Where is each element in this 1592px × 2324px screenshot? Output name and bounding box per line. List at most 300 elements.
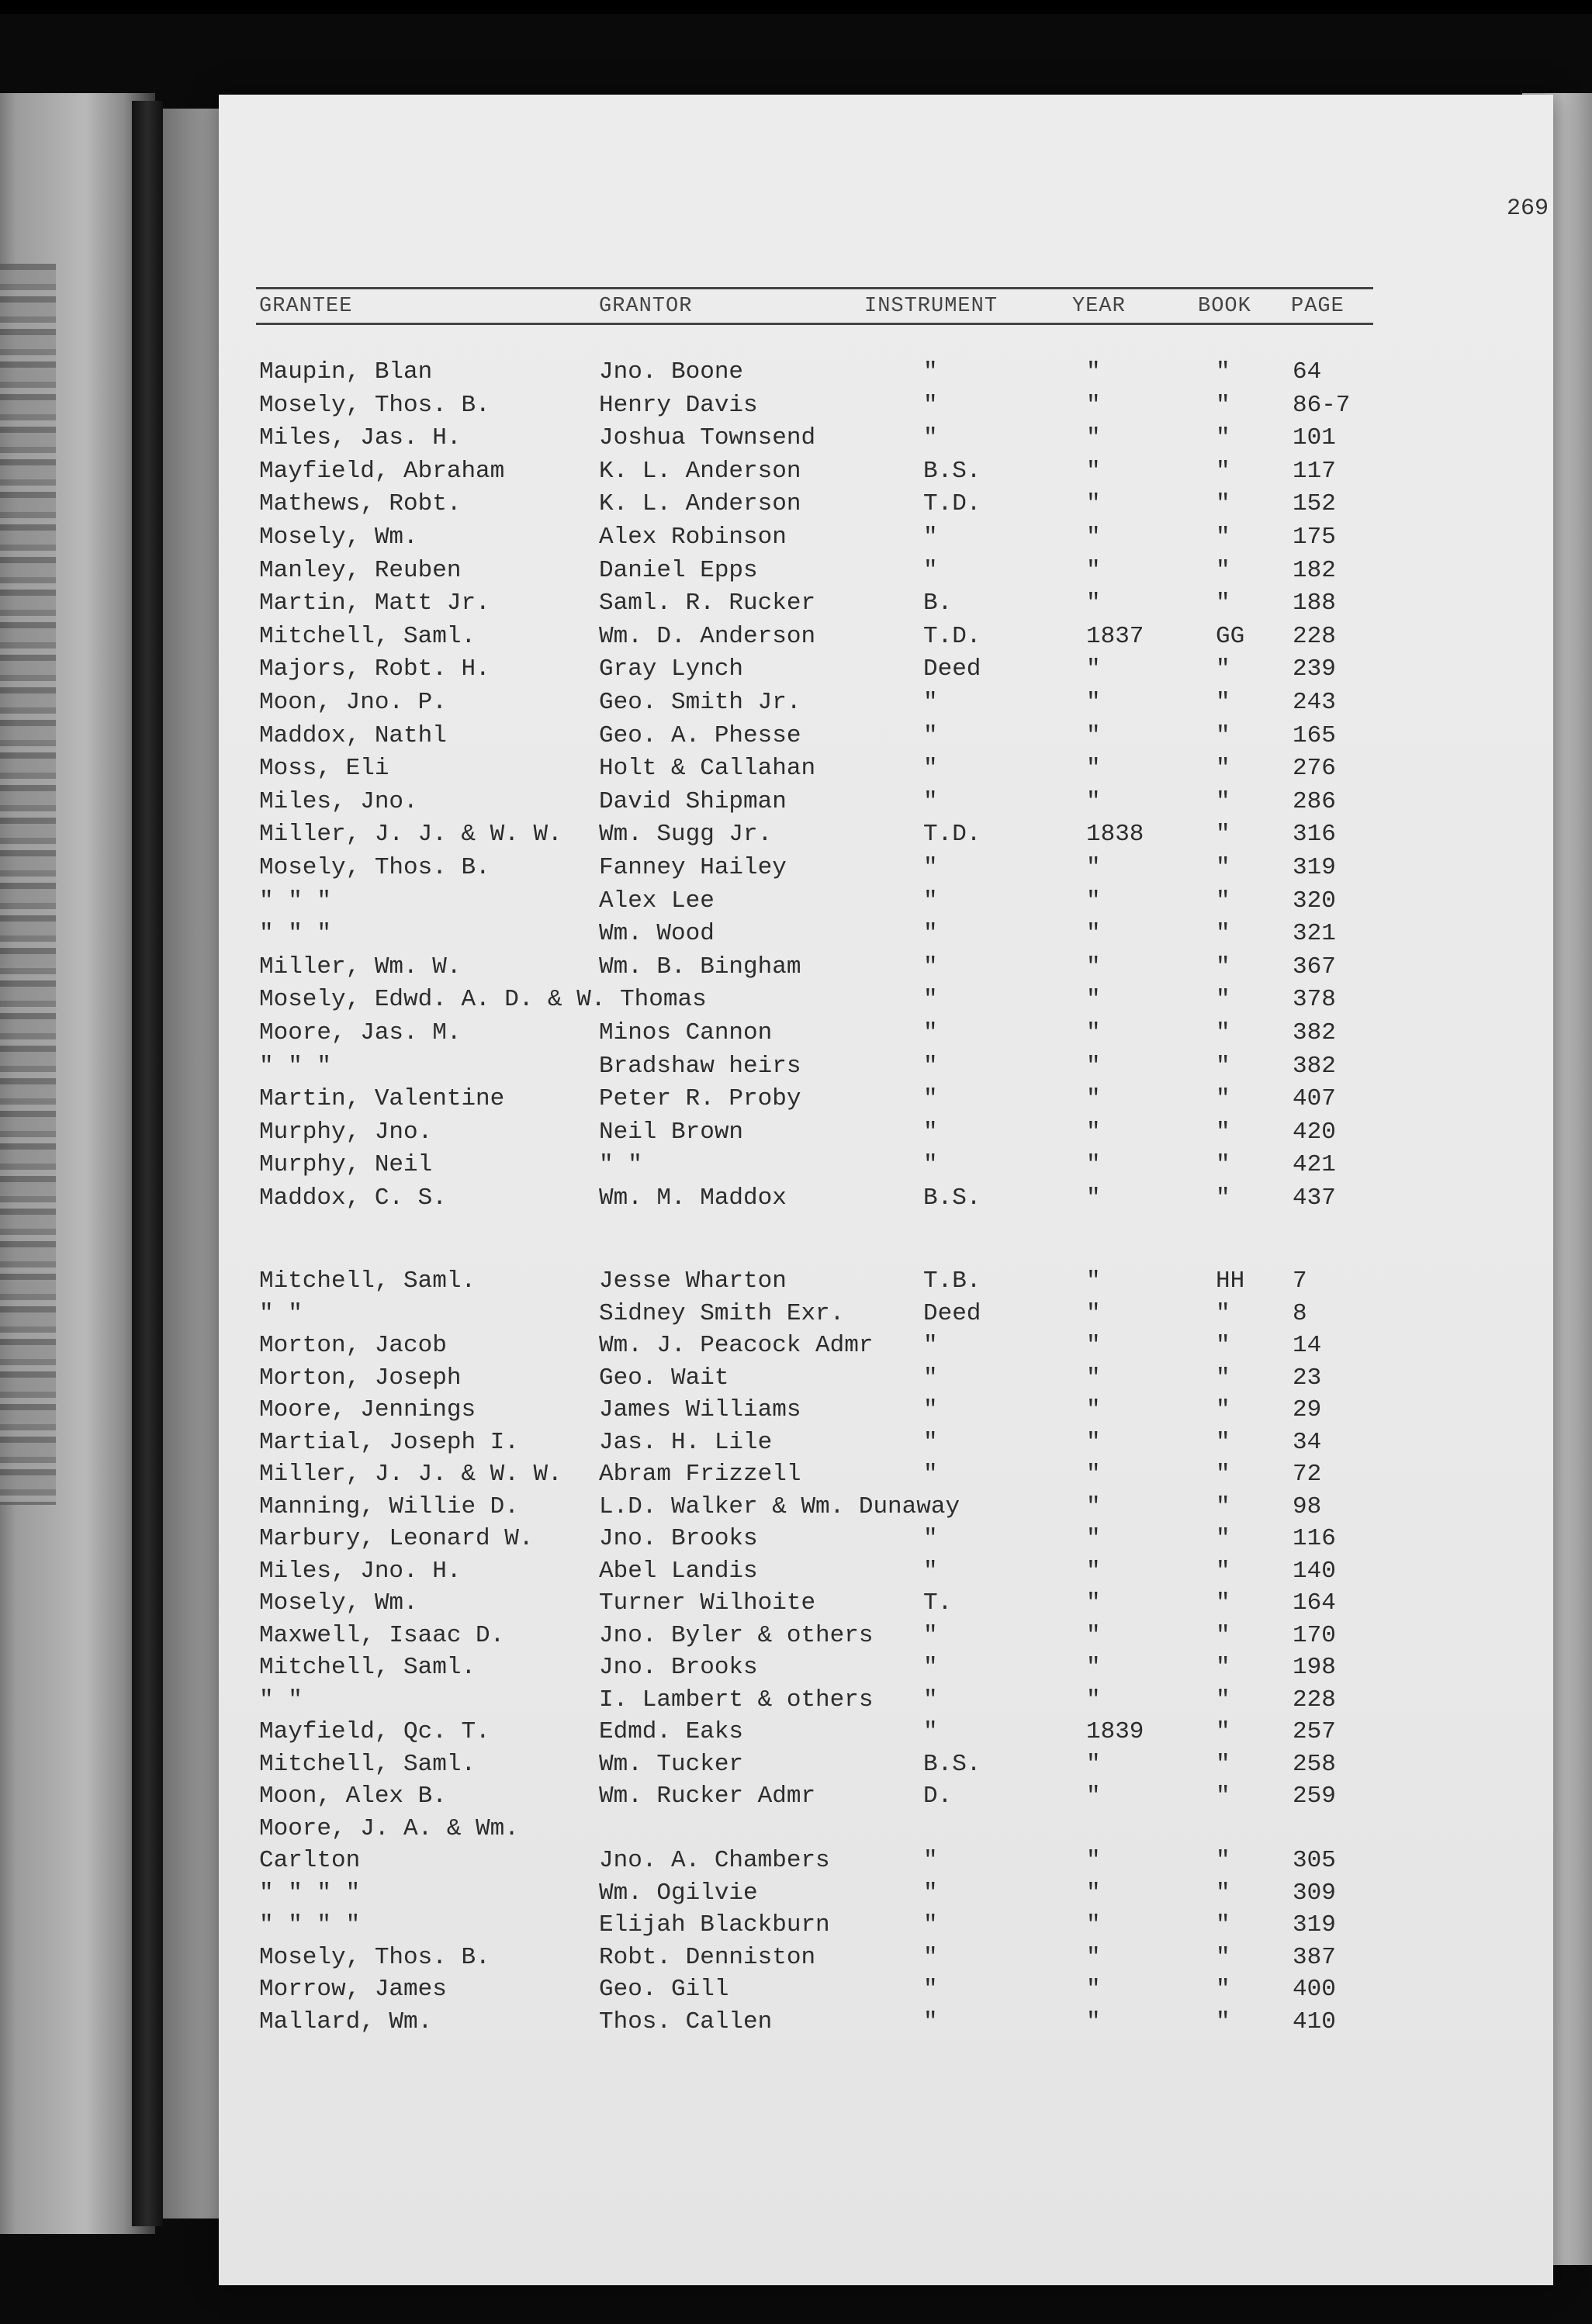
cell-grantor: Jno. A. Chambers xyxy=(599,1847,830,1874)
cell-year: " xyxy=(1086,1879,1101,1907)
cell-grantor: Thos. Callen xyxy=(599,2008,773,2035)
table-row xyxy=(219,1429,1553,1460)
cell-instrument: " xyxy=(923,1364,938,1392)
header-rule-bottom xyxy=(256,323,1373,325)
cell-year: " xyxy=(1086,1492,1101,1520)
cell-page: 316 xyxy=(1293,821,1336,849)
cell-instrument: T.B. xyxy=(923,1267,981,1295)
cell-grantee: Moss, Eli xyxy=(259,755,389,783)
cell-instrument: B.S. xyxy=(923,457,981,485)
cell-grantor: Robt. Denniston xyxy=(599,1943,816,1971)
cell-grantee: Morton, Jacob xyxy=(259,1332,447,1359)
cell-year: " xyxy=(1086,1052,1101,1080)
cell-grantee: Mosely, Edwd. A. D. & W. Thomas xyxy=(259,986,707,1014)
cell-grantee: Mosely, Thos. B. xyxy=(259,1943,490,1971)
cell-book: " xyxy=(1216,1299,1230,1327)
cell-grantee: Manley, Reuben xyxy=(259,556,462,584)
cell-page: 309 xyxy=(1293,1879,1336,1907)
cell-book: " xyxy=(1216,1151,1230,1179)
cell-grantee: Majors, Robt. H. xyxy=(259,655,490,683)
cell-grantee: Morton, Joseph xyxy=(259,1364,462,1392)
cell-grantor: Wm. B. Bingham xyxy=(599,953,801,980)
cell-grantee: Moon, Alex B. xyxy=(259,1783,447,1810)
cell-year: " xyxy=(1086,755,1101,783)
cell-year: " xyxy=(1086,424,1101,452)
cell-page: 400 xyxy=(1293,1976,1336,2003)
cell-book: " xyxy=(1216,590,1230,617)
cell-instrument: " xyxy=(923,1976,938,2003)
table-row xyxy=(219,392,1553,423)
cell-page: 14 xyxy=(1293,1332,1322,1359)
cell-page: 258 xyxy=(1293,1750,1336,1778)
cell-instrument: " xyxy=(923,1847,938,1874)
cell-grantee: Maddox, Nathl xyxy=(259,721,447,749)
cell-year: " xyxy=(1086,689,1101,716)
cell-grantor: Wm. Tucker xyxy=(599,1750,744,1778)
cell-grantor: Bradshaw heirs xyxy=(599,1052,801,1080)
cell-instrument: B.S. xyxy=(923,1184,981,1212)
cell-instrument: Deed xyxy=(923,655,981,683)
cell-page: 367 xyxy=(1293,953,1336,980)
cell-page: 198 xyxy=(1293,1654,1336,1681)
cell-book: " xyxy=(1216,358,1230,386)
cell-page: 116 xyxy=(1293,1525,1336,1552)
cell-grantee: Martin, Matt Jr. xyxy=(259,590,490,617)
cell-page: 29 xyxy=(1293,1396,1322,1423)
cell-page: 170 xyxy=(1293,1621,1336,1649)
cell-book: " xyxy=(1216,391,1230,419)
cell-grantor: Wm. J. Peacock Admr xyxy=(599,1332,874,1359)
cell-grantee: Mitchell, Saml. xyxy=(259,1267,476,1295)
cell-book: " xyxy=(1216,787,1230,815)
cell-book: " xyxy=(1216,1911,1230,1938)
cell-year: " xyxy=(1086,1557,1101,1585)
cell-book: " xyxy=(1216,1847,1230,1874)
cell-grantee: Mosely, Wm. xyxy=(259,1589,418,1617)
cell-grantor: Henry Davis xyxy=(599,391,758,419)
cell-grantee: Morrow, James xyxy=(259,1976,447,2003)
cell-instrument: T.D. xyxy=(923,490,981,518)
cell-grantee: Miles, Jno. H. xyxy=(259,1557,462,1585)
table-row xyxy=(219,920,1553,951)
table-row xyxy=(219,1119,1553,1150)
table-row xyxy=(219,1880,1553,1911)
cell-book: " xyxy=(1216,1621,1230,1649)
cell-grantee: Murphy, Neil xyxy=(259,1151,433,1179)
table-row xyxy=(219,1976,1553,2007)
cell-book: " xyxy=(1216,887,1230,915)
cell-book: " xyxy=(1216,655,1230,683)
table-row xyxy=(219,1461,1553,1492)
cell-instrument: " xyxy=(923,1718,938,1745)
cell-year: " xyxy=(1086,655,1101,683)
cell-year: " xyxy=(1086,391,1101,419)
table-row xyxy=(219,1783,1553,1814)
cell-year: " xyxy=(1086,1976,1101,2003)
cell-book: " xyxy=(1216,1589,1230,1617)
cell-instrument: " xyxy=(923,1654,938,1681)
cell-grantee: Carlton xyxy=(259,1847,361,1874)
cell-year: " xyxy=(1086,556,1101,584)
cell-book: " xyxy=(1216,1396,1230,1423)
cell-grantee: Moore, Jas. M. xyxy=(259,1019,462,1046)
cell-grantor: Jno. Brooks xyxy=(599,1654,758,1681)
cell-book: " xyxy=(1216,2008,1230,2035)
cell-grantor: Wm. Rucker Admr xyxy=(599,1783,816,1810)
cell-grantor: Wm. D. Anderson xyxy=(599,622,816,650)
cell-book: " xyxy=(1216,457,1230,485)
cell-grantee: Murphy, Jno. xyxy=(259,1118,433,1146)
table-row xyxy=(219,2008,1553,2039)
cell-year: " xyxy=(1086,787,1101,815)
cell-instrument: T. xyxy=(923,1589,953,1617)
table-row xyxy=(219,1151,1553,1182)
cell-grantee: Maddox, C. S. xyxy=(259,1184,447,1212)
left-page-text-fragments xyxy=(0,264,56,1505)
cell-book: " xyxy=(1216,1943,1230,1971)
cell-grantee: Moore, J. A. & Wm. xyxy=(259,1814,519,1842)
table-row xyxy=(219,755,1553,786)
cell-year: " xyxy=(1086,1267,1101,1295)
cell-book: " xyxy=(1216,1783,1230,1810)
cell-instrument: " xyxy=(923,1396,938,1423)
cell-page: 320 xyxy=(1293,887,1336,915)
cell-page: 382 xyxy=(1293,1019,1336,1046)
cell-book: " xyxy=(1216,1461,1230,1488)
cell-grantor: Holt & Callahan xyxy=(599,755,816,783)
cell-grantee: Mitchell, Saml. xyxy=(259,1654,476,1681)
table-row xyxy=(219,590,1553,621)
table-row xyxy=(219,358,1553,389)
cell-page: 319 xyxy=(1293,854,1336,881)
cell-grantee: " " " xyxy=(259,887,332,915)
cell-grantee: Mosely, Thos. B. xyxy=(259,854,490,881)
cell-instrument: " xyxy=(923,953,938,980)
cell-grantee: " " " " xyxy=(259,1879,361,1907)
cell-page: 305 xyxy=(1293,1847,1336,1874)
cell-book: " xyxy=(1216,1718,1230,1745)
cell-grantee: Miller, J. J. & W. W. xyxy=(259,1461,562,1488)
cell-page: 228 xyxy=(1293,622,1336,650)
cell-grantee: Manning, Willie D. xyxy=(259,1492,519,1520)
cell-year: " xyxy=(1086,1525,1101,1552)
table-row xyxy=(219,1847,1553,1878)
table-row xyxy=(219,953,1553,984)
cell-book: " xyxy=(1216,821,1230,849)
cell-book: " xyxy=(1216,490,1230,518)
cell-grantee: Moon, Jno. P. xyxy=(259,689,447,716)
cell-book: " xyxy=(1216,1118,1230,1146)
cell-instrument: T.D. xyxy=(923,821,981,849)
cell-grantor: Geo. A. Phesse xyxy=(599,721,801,749)
cell-book: " xyxy=(1216,1686,1230,1714)
table-row xyxy=(219,722,1553,753)
cell-page: 64 xyxy=(1293,358,1322,386)
table-row xyxy=(219,1267,1553,1299)
cell-instrument: " xyxy=(923,1557,938,1585)
cell-grantee: Mallard, Wm. xyxy=(259,2008,433,2035)
cell-grantor: Gray Lynch xyxy=(599,655,744,683)
page-number: 269 xyxy=(1507,195,1549,222)
cell-page: 257 xyxy=(1293,1718,1336,1745)
table-row xyxy=(219,1654,1553,1685)
cell-grantor: Peter R. Proby xyxy=(599,1085,801,1113)
col-header-page: PAGE xyxy=(1291,295,1345,318)
cell-year: " xyxy=(1086,1943,1101,1971)
cell-page: 164 xyxy=(1293,1589,1336,1617)
cell-book: " xyxy=(1216,1976,1230,2003)
cell-page: 182 xyxy=(1293,556,1336,584)
col-header-year: YEAR xyxy=(1072,295,1126,318)
cell-instrument: " xyxy=(923,424,938,452)
cell-instrument: B. xyxy=(923,590,953,617)
cell-grantor: Alex Lee xyxy=(599,887,715,915)
cell-instrument: " xyxy=(923,1085,938,1113)
table-row xyxy=(219,1332,1553,1363)
cell-page: 378 xyxy=(1293,986,1336,1014)
cell-grantee: Mayfield, Qc. T. xyxy=(259,1718,490,1745)
cell-book: " xyxy=(1216,1879,1230,1907)
cell-year: " xyxy=(1086,1428,1101,1456)
cell-page: 7 xyxy=(1293,1267,1307,1295)
cell-instrument: " xyxy=(923,1019,938,1046)
cell-year: " xyxy=(1086,1911,1101,1938)
cell-grantor: Saml. R. Rucker xyxy=(599,590,816,617)
table-row xyxy=(219,821,1553,852)
table-row xyxy=(219,788,1553,819)
cell-grantor: Geo. Wait xyxy=(599,1364,729,1392)
cell-page: 321 xyxy=(1293,920,1336,948)
cell-year: 1839 xyxy=(1086,1718,1144,1745)
cell-book: " xyxy=(1216,1332,1230,1359)
cell-page: 387 xyxy=(1293,1943,1336,1971)
document-page xyxy=(219,95,1553,2285)
cell-page: 421 xyxy=(1293,1151,1336,1179)
table-row xyxy=(219,986,1553,1017)
cell-grantor: Abel Landis xyxy=(599,1557,758,1585)
cell-instrument: " xyxy=(923,1621,938,1649)
cell-instrument: " xyxy=(923,1911,938,1938)
cell-page: 23 xyxy=(1293,1364,1322,1392)
cell-grantor: Wm. Ogilvie xyxy=(599,1879,758,1907)
cell-instrument: " xyxy=(923,391,938,419)
cell-grantee: Mitchell, Saml. xyxy=(259,1750,476,1778)
book-gutter xyxy=(155,109,225,2219)
cell-page: 420 xyxy=(1293,1118,1336,1146)
cell-page: 72 xyxy=(1293,1461,1322,1488)
table-row xyxy=(219,655,1553,686)
table-row xyxy=(219,1944,1553,1975)
cell-book: " xyxy=(1216,920,1230,948)
cell-year: " xyxy=(1086,1686,1101,1714)
cell-grantee: Mosely, Thos. B. xyxy=(259,391,490,419)
cell-grantor: Jno. Brooks xyxy=(599,1525,758,1552)
cell-instrument: B.S. xyxy=(923,1750,981,1778)
cell-book: " xyxy=(1216,1557,1230,1585)
cell-year: 1838 xyxy=(1086,821,1144,849)
header-rule-top xyxy=(256,287,1373,289)
cell-grantor: Alex Robinson xyxy=(599,524,787,551)
cell-book: " xyxy=(1216,1364,1230,1392)
cell-book: " xyxy=(1216,953,1230,980)
cell-page: 437 xyxy=(1293,1184,1336,1212)
cell-instrument: " xyxy=(923,920,938,948)
cell-instrument: " xyxy=(923,1686,938,1714)
cell-year: " xyxy=(1086,1461,1101,1488)
cell-grantor: David Shipman xyxy=(599,787,787,815)
cell-book: " xyxy=(1216,1750,1230,1778)
table-row xyxy=(219,458,1553,489)
cell-instrument: " xyxy=(923,755,938,783)
table-row xyxy=(219,1184,1553,1216)
cell-grantor: Turner Wilhoite xyxy=(599,1589,816,1617)
cell-instrument: " xyxy=(923,2008,938,2035)
cell-grantor: Fanney Hailey xyxy=(599,854,787,881)
table-row xyxy=(219,524,1553,555)
cell-book: " xyxy=(1216,1428,1230,1456)
cell-grantee: Miles, Jas. H. xyxy=(259,424,462,452)
cell-page: 34 xyxy=(1293,1428,1322,1456)
col-header-instrument: INSTRUMENT xyxy=(864,295,998,318)
table-row xyxy=(219,1396,1553,1427)
cell-grantee: Mathews, Robt. xyxy=(259,490,462,518)
cell-year: " xyxy=(1086,1396,1101,1423)
table-row xyxy=(219,1558,1553,1589)
cell-page: 276 xyxy=(1293,755,1336,783)
cell-grantor: Joshua Townsend xyxy=(599,424,816,452)
cell-grantee: Miles, Jno. xyxy=(259,787,418,815)
table-row xyxy=(219,1053,1553,1084)
cell-grantee: Mitchell, Saml. xyxy=(259,622,476,650)
cell-grantor: " " xyxy=(599,1151,642,1179)
cell-grantor: Geo. Gill xyxy=(599,1976,729,2003)
table-row xyxy=(219,1589,1553,1620)
cell-instrument: " xyxy=(923,1052,938,1080)
cell-grantor: Sidney Smith Exr. xyxy=(599,1299,845,1327)
cell-instrument: " xyxy=(923,986,938,1014)
table-row xyxy=(219,1300,1553,1331)
cell-page: 319 xyxy=(1293,1911,1336,1938)
cell-year: " xyxy=(1086,1750,1101,1778)
cell-grantor: Minos Cannon xyxy=(599,1019,773,1046)
col-header-grantee: GRANTEE xyxy=(259,295,353,318)
cell-instrument: " xyxy=(923,887,938,915)
cell-instrument: " xyxy=(923,1428,938,1456)
cell-grantee: " " " " xyxy=(259,1911,361,1938)
table-row xyxy=(219,1911,1553,1942)
cell-grantor: Abram Frizzell xyxy=(599,1461,801,1488)
cell-page: 165 xyxy=(1293,721,1336,749)
table-row xyxy=(219,1364,1553,1395)
cell-grantee: Miller, Wm. W. xyxy=(259,953,462,980)
cell-book: " xyxy=(1216,1019,1230,1046)
cell-year: " xyxy=(1086,1783,1101,1810)
cell-grantee: Moore, Jennings xyxy=(259,1396,476,1423)
cell-book: " xyxy=(1216,1492,1230,1520)
cell-instrument: T.D. xyxy=(923,622,981,650)
cell-book: " xyxy=(1216,524,1230,551)
cell-grantor: Jesse Wharton xyxy=(599,1267,787,1295)
cell-year: " xyxy=(1086,1332,1101,1359)
cell-year: " xyxy=(1086,1364,1101,1392)
table-row xyxy=(219,1525,1553,1556)
cell-page: 239 xyxy=(1293,655,1336,683)
cell-instrument: D. xyxy=(923,1783,953,1810)
cell-year: " xyxy=(1086,1847,1101,1874)
cell-instrument: " xyxy=(923,1943,938,1971)
cell-book: " xyxy=(1216,755,1230,783)
cell-grantee: Martial, Joseph I. xyxy=(259,1428,519,1456)
cell-page: 152 xyxy=(1293,490,1336,518)
cell-grantor: Wm. Sugg Jr. xyxy=(599,821,773,849)
cell-year: " xyxy=(1086,2008,1101,2035)
cell-year: " xyxy=(1086,721,1101,749)
cell-grantor: Neil Brown xyxy=(599,1118,744,1146)
table-row xyxy=(219,1718,1553,1749)
cell-page: 407 xyxy=(1293,1085,1336,1113)
cell-grantee: Mosely, Wm. xyxy=(259,524,418,551)
cell-page: 410 xyxy=(1293,2008,1336,2035)
cell-page: 286 xyxy=(1293,787,1336,815)
cell-grantor: I. Lambert & others xyxy=(599,1686,874,1714)
table-row xyxy=(219,1019,1553,1050)
cell-grantee: Maupin, Blan xyxy=(259,358,433,386)
cell-book: " xyxy=(1216,556,1230,584)
cell-grantor: K. L. Anderson xyxy=(599,457,801,485)
cell-page: 98 xyxy=(1293,1492,1322,1520)
cell-year: " xyxy=(1086,457,1101,485)
cell-year: " xyxy=(1086,490,1101,518)
cell-grantor: Elijah Blackburn xyxy=(599,1911,830,1938)
cell-book: " xyxy=(1216,1085,1230,1113)
cell-grantor: Daniel Epps xyxy=(599,556,758,584)
cell-book: HH xyxy=(1216,1267,1245,1295)
cell-book: " xyxy=(1216,721,1230,749)
cell-page: 140 xyxy=(1293,1557,1336,1585)
cell-page: 243 xyxy=(1293,689,1336,716)
cell-instrument: " xyxy=(923,524,938,551)
col-header-grantor: GRANTOR xyxy=(599,295,693,318)
cell-year: " xyxy=(1086,1621,1101,1649)
cell-grantor: Geo. Smith Jr. xyxy=(599,689,801,716)
table-row xyxy=(219,623,1553,654)
cell-grantor: L.D. Walker & Wm. Dunaway xyxy=(599,1492,960,1520)
cell-grantee: " " " xyxy=(259,1052,332,1080)
cell-instrument: " xyxy=(923,1525,938,1552)
cell-instrument: " xyxy=(923,1118,938,1146)
cell-page: 382 xyxy=(1293,1052,1336,1080)
cell-grantee: Marbury, Leonard W. xyxy=(259,1525,534,1552)
cell-grantor: Wm. M. Maddox xyxy=(599,1184,787,1212)
col-header-book: BOOK xyxy=(1198,295,1251,318)
cell-year: " xyxy=(1086,590,1101,617)
cell-grantor: K. L. Anderson xyxy=(599,490,801,518)
cell-year: " xyxy=(1086,1654,1101,1681)
cell-page: 8 xyxy=(1293,1299,1307,1327)
top-border xyxy=(0,0,1592,14)
cell-page: 259 xyxy=(1293,1783,1336,1810)
cell-page: 175 xyxy=(1293,524,1336,551)
cell-page: 101 xyxy=(1293,424,1336,452)
cell-instrument: " xyxy=(923,358,938,386)
cell-book: " xyxy=(1216,689,1230,716)
cell-year: " xyxy=(1086,1589,1101,1617)
cell-instrument: Deed xyxy=(923,1299,981,1327)
cell-year: " xyxy=(1086,920,1101,948)
cell-instrument: " xyxy=(923,787,938,815)
cell-book: " xyxy=(1216,424,1230,452)
table-row xyxy=(219,1493,1553,1524)
